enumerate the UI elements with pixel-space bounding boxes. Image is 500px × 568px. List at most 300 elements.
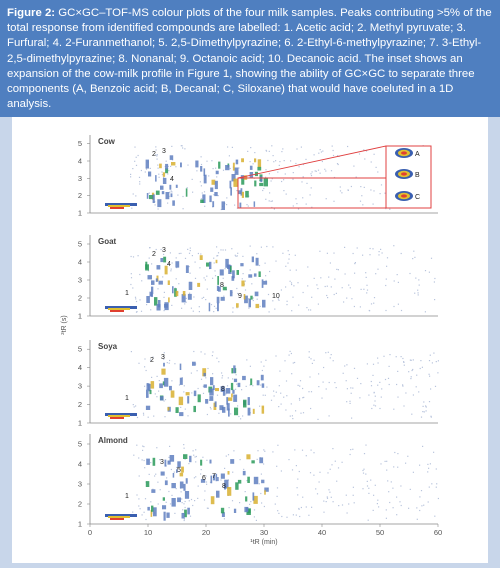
noise-dot xyxy=(423,401,424,402)
peak-blob xyxy=(247,477,250,483)
noise-dot xyxy=(317,288,318,289)
peak-blob xyxy=(222,407,225,413)
noise-dot xyxy=(290,160,291,161)
noise-dot xyxy=(429,376,430,377)
noise-dot xyxy=(157,376,158,377)
noise-dot xyxy=(346,298,347,299)
noise-dot xyxy=(285,409,286,410)
peak-blob xyxy=(180,482,184,489)
noise-dot xyxy=(316,284,317,285)
peak-label-4: 4 xyxy=(167,261,171,268)
noise-dot xyxy=(344,247,345,248)
noise-dot xyxy=(413,472,414,473)
peak-blob xyxy=(186,188,188,196)
peak-blob xyxy=(233,395,237,402)
peak-blob xyxy=(168,461,171,465)
noise-dot xyxy=(350,454,351,455)
noise-dot xyxy=(273,391,274,392)
noise-dot xyxy=(314,154,315,155)
noise-dot xyxy=(145,171,146,172)
peak-blob xyxy=(146,481,150,487)
peak-blob xyxy=(254,158,256,162)
noise-dot xyxy=(386,470,387,471)
noise-dot xyxy=(164,400,165,401)
noise-dot xyxy=(226,204,227,205)
peak-blob xyxy=(221,297,225,301)
noise-dot xyxy=(231,248,232,249)
noise-dot xyxy=(394,452,395,453)
inset-source-box xyxy=(238,178,386,208)
noise-dot xyxy=(332,146,333,147)
noise-dot xyxy=(401,253,402,254)
noise-dot xyxy=(158,503,159,504)
noise-dot xyxy=(293,362,294,363)
noise-dot xyxy=(301,507,302,508)
noise-dot xyxy=(321,398,322,399)
noise-dot xyxy=(434,299,435,300)
y-tick-label: 2 xyxy=(77,191,82,201)
noise-dot xyxy=(308,309,309,310)
noise-dot xyxy=(373,405,374,406)
noise-dot xyxy=(193,455,194,456)
noise-dot xyxy=(374,154,375,155)
peak-blob xyxy=(147,507,150,511)
noise-dot xyxy=(292,469,293,470)
noise-dot xyxy=(320,277,321,278)
peak-blob xyxy=(258,159,261,167)
noise-dot xyxy=(171,146,172,147)
peak-blob xyxy=(231,394,233,398)
noise-dot xyxy=(155,204,156,205)
noise-dot xyxy=(360,383,361,384)
noise-dot xyxy=(310,358,311,359)
noise-dot xyxy=(186,298,187,299)
noise-dot xyxy=(277,445,278,446)
noise-dot xyxy=(426,410,427,411)
peak-blob xyxy=(248,408,251,416)
noise-dot xyxy=(375,405,376,406)
noise-dot xyxy=(266,387,267,388)
noise-dot xyxy=(387,480,388,481)
peak-blob xyxy=(186,392,190,395)
peak-blob xyxy=(217,297,220,303)
peak-blob xyxy=(171,193,173,197)
noise-dot xyxy=(412,370,413,371)
noise-dot xyxy=(184,385,185,386)
noise-dot xyxy=(384,193,385,194)
noise-dot xyxy=(346,380,347,381)
noise-dot xyxy=(183,503,184,504)
noise-dot xyxy=(251,283,252,284)
peak-blob xyxy=(160,258,163,262)
noise-dot xyxy=(195,456,196,457)
noise-dot xyxy=(192,255,193,256)
noise-dot xyxy=(318,170,319,171)
noise-dot xyxy=(389,384,390,385)
noise-dot xyxy=(234,205,235,206)
peak-blob xyxy=(204,384,207,387)
noise-dot xyxy=(354,502,355,503)
noise-dot xyxy=(357,378,358,379)
noise-dot xyxy=(405,392,406,393)
noise-dot xyxy=(425,311,426,312)
noise-dot xyxy=(158,208,159,209)
noise-dot xyxy=(265,395,266,396)
noise-dot xyxy=(226,456,227,457)
noise-dot xyxy=(313,475,314,476)
noise-dot xyxy=(257,299,258,300)
noise-dot xyxy=(136,301,137,302)
noise-dot xyxy=(393,245,394,246)
noise-dot xyxy=(187,187,188,188)
noise-dot xyxy=(371,408,372,409)
noise-dot xyxy=(368,493,369,494)
peak-blob xyxy=(151,280,155,285)
noise-dot xyxy=(232,378,233,379)
noise-dot xyxy=(309,376,310,377)
noise-dot xyxy=(393,409,394,410)
noise-dot xyxy=(170,503,171,504)
noise-dot xyxy=(296,270,297,271)
noise-dot xyxy=(403,405,404,406)
x-tick-label: 10 xyxy=(143,528,153,537)
noise-dot xyxy=(336,293,337,294)
noise-dot xyxy=(156,396,157,397)
panel-title: Cow xyxy=(98,137,115,146)
noise-dot xyxy=(436,468,437,469)
noise-dot xyxy=(269,271,270,272)
peak-blob xyxy=(259,183,263,186)
noise-dot xyxy=(142,514,143,515)
noise-dot xyxy=(366,292,367,293)
noise-dot xyxy=(313,452,314,453)
noise-dot xyxy=(269,311,270,312)
noise-dot xyxy=(287,301,288,302)
noise-dot xyxy=(318,304,319,305)
noise-dot xyxy=(215,168,216,169)
noise-dot xyxy=(223,170,224,171)
noise-dot xyxy=(262,370,263,371)
peak-blob xyxy=(264,178,268,187)
noise-dot xyxy=(286,395,287,396)
noise-dot xyxy=(354,263,355,264)
noise-dot xyxy=(294,449,295,450)
peak-blob xyxy=(204,373,206,377)
noise-dot xyxy=(379,382,380,383)
noise-dot xyxy=(157,288,158,289)
noise-dot xyxy=(311,175,312,176)
noise-dot xyxy=(331,497,332,498)
peak-blob xyxy=(226,388,231,394)
noise-dot xyxy=(398,304,399,305)
noise-dot xyxy=(181,491,182,492)
noise-dot xyxy=(192,192,193,193)
noise-dot xyxy=(216,176,217,177)
noise-dot xyxy=(256,253,257,254)
noise-dot xyxy=(298,508,299,509)
noise-dot xyxy=(318,373,319,374)
noise-dot xyxy=(246,386,247,387)
noise-dot xyxy=(150,501,151,502)
noise-dot xyxy=(195,449,196,450)
noise-dot xyxy=(299,400,300,401)
noise-dot xyxy=(296,148,297,149)
noise-dot xyxy=(373,190,374,191)
peak-blob xyxy=(262,279,264,288)
noise-dot xyxy=(310,173,311,174)
noise-dot xyxy=(215,275,216,276)
peak-blob xyxy=(237,270,240,275)
noise-dot xyxy=(132,168,133,169)
noise-dot xyxy=(206,161,207,162)
noise-dot xyxy=(285,266,286,267)
peak-label-3: 3 xyxy=(162,247,166,254)
y-tick-label: 5 xyxy=(77,344,82,354)
y-tick-label: 1 xyxy=(77,311,82,321)
noise-dot xyxy=(155,393,156,394)
noise-dot xyxy=(201,185,202,186)
noise-dot xyxy=(205,299,206,300)
noise-dot xyxy=(138,155,139,156)
peak-blob xyxy=(165,460,167,467)
noise-dot xyxy=(139,475,140,476)
noise-dot xyxy=(138,457,139,458)
noise-dot xyxy=(348,285,349,286)
peak-blob xyxy=(163,172,165,177)
peak-blob xyxy=(172,200,175,205)
y-tick-label: 3 xyxy=(77,479,82,489)
noise-dot xyxy=(275,355,276,356)
noise-dot xyxy=(363,289,364,290)
noise-dot xyxy=(254,516,255,517)
peak-label-6: 6 xyxy=(202,475,206,482)
noise-dot xyxy=(187,249,188,250)
noise-dot xyxy=(360,306,361,307)
noise-dot xyxy=(171,495,172,496)
noise-dot xyxy=(186,302,187,303)
noise-dot xyxy=(375,273,376,274)
noise-dot xyxy=(278,406,279,407)
peak-blob xyxy=(157,265,161,269)
peak-blob xyxy=(146,459,150,465)
noise-dot xyxy=(204,353,205,354)
noise-dot xyxy=(185,409,186,410)
noise-dot xyxy=(296,203,297,204)
noise-dot xyxy=(153,416,154,417)
peak-label-3: 3 xyxy=(161,354,165,361)
noise-dot xyxy=(362,255,363,256)
noise-dot xyxy=(397,274,398,275)
noise-dot xyxy=(330,469,331,470)
noise-dot xyxy=(427,464,428,465)
noise-dot xyxy=(142,446,143,447)
peak-blob xyxy=(233,163,235,171)
noise-dot xyxy=(295,163,296,164)
peak-blob xyxy=(215,401,217,407)
noise-dot xyxy=(438,360,439,361)
noise-dot xyxy=(416,375,417,376)
noise-dot xyxy=(308,391,309,392)
noise-dot xyxy=(252,385,253,386)
peak-blob xyxy=(216,260,218,263)
peak-label-2: 2 xyxy=(150,357,154,364)
noise-dot xyxy=(331,464,332,465)
noise-dot xyxy=(263,463,264,464)
noise-dot xyxy=(436,361,437,362)
noise-dot xyxy=(368,395,369,396)
noise-dot xyxy=(259,483,260,484)
noise-dot xyxy=(297,487,298,488)
noise-dot xyxy=(202,298,203,299)
noise-dot xyxy=(204,191,205,192)
peak-blob xyxy=(217,477,219,481)
y-tick-label: 1 xyxy=(77,418,82,428)
noise-dot xyxy=(429,374,430,375)
noise-dot xyxy=(182,502,183,503)
noise-dot xyxy=(370,480,371,481)
peak-blob xyxy=(209,303,211,312)
noise-dot xyxy=(132,287,133,288)
peak-label-9: 9 xyxy=(238,293,242,300)
noise-dot xyxy=(250,366,251,367)
noise-dot xyxy=(385,461,386,462)
panel-goat xyxy=(78,235,438,321)
inset-label-A: A xyxy=(415,151,420,158)
noise-dot xyxy=(158,174,159,175)
peak-blob xyxy=(257,167,261,171)
noise-dot xyxy=(189,253,190,254)
peak-blob xyxy=(192,362,196,366)
noise-dot xyxy=(294,362,295,363)
noise-dot xyxy=(408,371,409,372)
noise-dot xyxy=(396,356,397,357)
x-tick-label: 30 xyxy=(259,528,269,537)
noise-dot xyxy=(291,282,292,283)
noise-dot xyxy=(326,501,327,502)
peak-blob xyxy=(234,379,237,382)
noise-dot xyxy=(288,259,289,260)
noise-dot xyxy=(433,452,434,453)
noise-dot xyxy=(413,359,414,360)
noise-dot xyxy=(141,311,142,312)
noise-dot xyxy=(281,516,282,517)
noise-dot xyxy=(213,311,214,312)
noise-dot xyxy=(295,410,296,411)
noise-dot xyxy=(192,505,193,506)
peak-blob xyxy=(225,259,229,268)
noise-dot xyxy=(243,469,244,470)
peak-blob xyxy=(230,187,232,195)
noise-dot xyxy=(236,384,237,385)
noise-dot xyxy=(130,174,131,175)
peak-blob xyxy=(250,296,252,300)
noise-dot xyxy=(199,267,200,268)
noise-dot xyxy=(208,175,209,176)
noise-dot xyxy=(241,389,242,390)
peak-blob xyxy=(243,400,247,408)
noise-dot xyxy=(363,469,364,470)
peak-blob xyxy=(166,513,169,518)
y-tick-label: 3 xyxy=(77,381,82,391)
noise-dot xyxy=(207,289,208,290)
noise-dot xyxy=(218,195,219,196)
noise-dot xyxy=(328,277,329,278)
noise-dot xyxy=(288,250,289,251)
noise-dot xyxy=(272,451,273,452)
y-tick-label: 1 xyxy=(77,208,82,218)
noise-dot xyxy=(204,206,205,207)
noise-dot xyxy=(374,297,375,298)
peak-blob xyxy=(160,396,164,400)
peak-blob xyxy=(160,186,164,190)
peak-blob xyxy=(225,165,229,170)
noise-dot xyxy=(311,507,312,508)
noise-dot xyxy=(194,477,195,478)
noise-dot xyxy=(265,263,266,264)
noise-dot xyxy=(261,247,262,248)
noise-dot xyxy=(183,391,184,392)
noise-dot xyxy=(235,389,236,390)
noise-dot xyxy=(333,360,334,361)
noise-dot xyxy=(279,385,280,386)
noise-dot xyxy=(274,309,275,310)
noise-dot xyxy=(329,382,330,383)
noise-dot xyxy=(259,265,260,266)
noise-dot xyxy=(373,510,374,511)
peak-blob xyxy=(204,175,207,184)
peak-blob xyxy=(256,304,260,308)
noise-dot xyxy=(424,411,425,412)
noise-dot xyxy=(381,184,382,185)
noise-dot xyxy=(352,388,353,389)
noise-dot xyxy=(157,154,158,155)
noise-dot xyxy=(210,407,211,408)
noise-dot xyxy=(428,468,429,469)
noise-dot xyxy=(248,206,249,207)
peak-blob xyxy=(159,164,162,169)
noise-dot xyxy=(206,460,207,461)
noise-dot xyxy=(401,356,402,357)
noise-dot xyxy=(276,392,277,393)
noise-dot xyxy=(380,193,381,194)
panel-title: Goat xyxy=(98,237,117,246)
noise-dot xyxy=(306,455,307,456)
noise-dot xyxy=(371,381,372,382)
noise-dot xyxy=(303,397,304,398)
noise-dot xyxy=(310,194,311,195)
noise-dot xyxy=(285,286,286,287)
peak-blob xyxy=(171,162,175,166)
noise-dot xyxy=(182,145,183,146)
noise-dot xyxy=(131,256,132,257)
noise-dot xyxy=(401,310,402,311)
noise-dot xyxy=(204,277,205,278)
noise-dot xyxy=(167,362,168,363)
peak-blob xyxy=(180,364,182,370)
noise-dot xyxy=(327,297,328,298)
noise-dot xyxy=(418,279,419,280)
peak-blob xyxy=(151,294,153,297)
peak-blob xyxy=(169,185,171,190)
peak-blob xyxy=(179,412,183,416)
noise-dot xyxy=(192,179,193,180)
noise-dot xyxy=(232,312,233,313)
noise-dot xyxy=(278,513,279,514)
noise-dot xyxy=(422,367,423,368)
peak-blob xyxy=(157,304,161,310)
noise-dot xyxy=(371,161,372,162)
noise-dot xyxy=(171,190,172,191)
